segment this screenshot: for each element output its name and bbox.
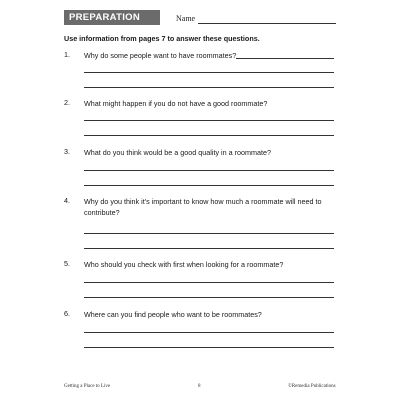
answer-line[interactable]: [236, 58, 334, 59]
question-number: 1.: [64, 50, 70, 59]
question-number: 5.: [64, 259, 70, 268]
footer-title: Getting a Place to Live: [64, 384, 111, 389]
answer-line[interactable]: [84, 282, 334, 283]
answer-line[interactable]: [84, 72, 334, 73]
question-text: Why do some people want to have roommates?: [84, 51, 237, 60]
answer-line[interactable]: [84, 332, 334, 333]
name-line[interactable]: [198, 23, 336, 24]
name-field[interactable]: [176, 14, 336, 26]
instructions: Use information from pages 7 to answer these questions.: [64, 34, 260, 43]
question-text: Why do you think it's important to know how much a roommate will need to contribute?: [84, 197, 322, 217]
question-number: 4.: [64, 196, 70, 205]
name-label: Name: [176, 14, 196, 23]
question-text: Where can you find people who want to be roommates?: [84, 310, 262, 319]
answer-line[interactable]: [84, 297, 334, 298]
question-text: What might happen if you do not have a good roommate?: [84, 99, 268, 108]
question-number: 3.: [64, 147, 70, 156]
answer-line[interactable]: [84, 87, 334, 88]
answer-line[interactable]: [84, 248, 334, 249]
question-text: Who should you check with first when looking for a roommate?: [84, 260, 284, 269]
question-text: What do you think would be a good quality in a roommate?: [84, 148, 271, 157]
section-badge: PREPARATION: [64, 10, 160, 25]
answer-line[interactable]: [84, 120, 334, 121]
answer-line[interactable]: [84, 170, 334, 171]
answer-line[interactable]: [84, 135, 334, 136]
answer-line[interactable]: [84, 233, 334, 234]
footer-publisher: ©Remedia Publications: [288, 384, 336, 389]
page-number: 8: [198, 384, 201, 389]
answer-line[interactable]: [84, 347, 334, 348]
question-number: 2.: [64, 98, 70, 107]
question-number: 6.: [64, 309, 70, 318]
answer-line[interactable]: [84, 185, 334, 186]
